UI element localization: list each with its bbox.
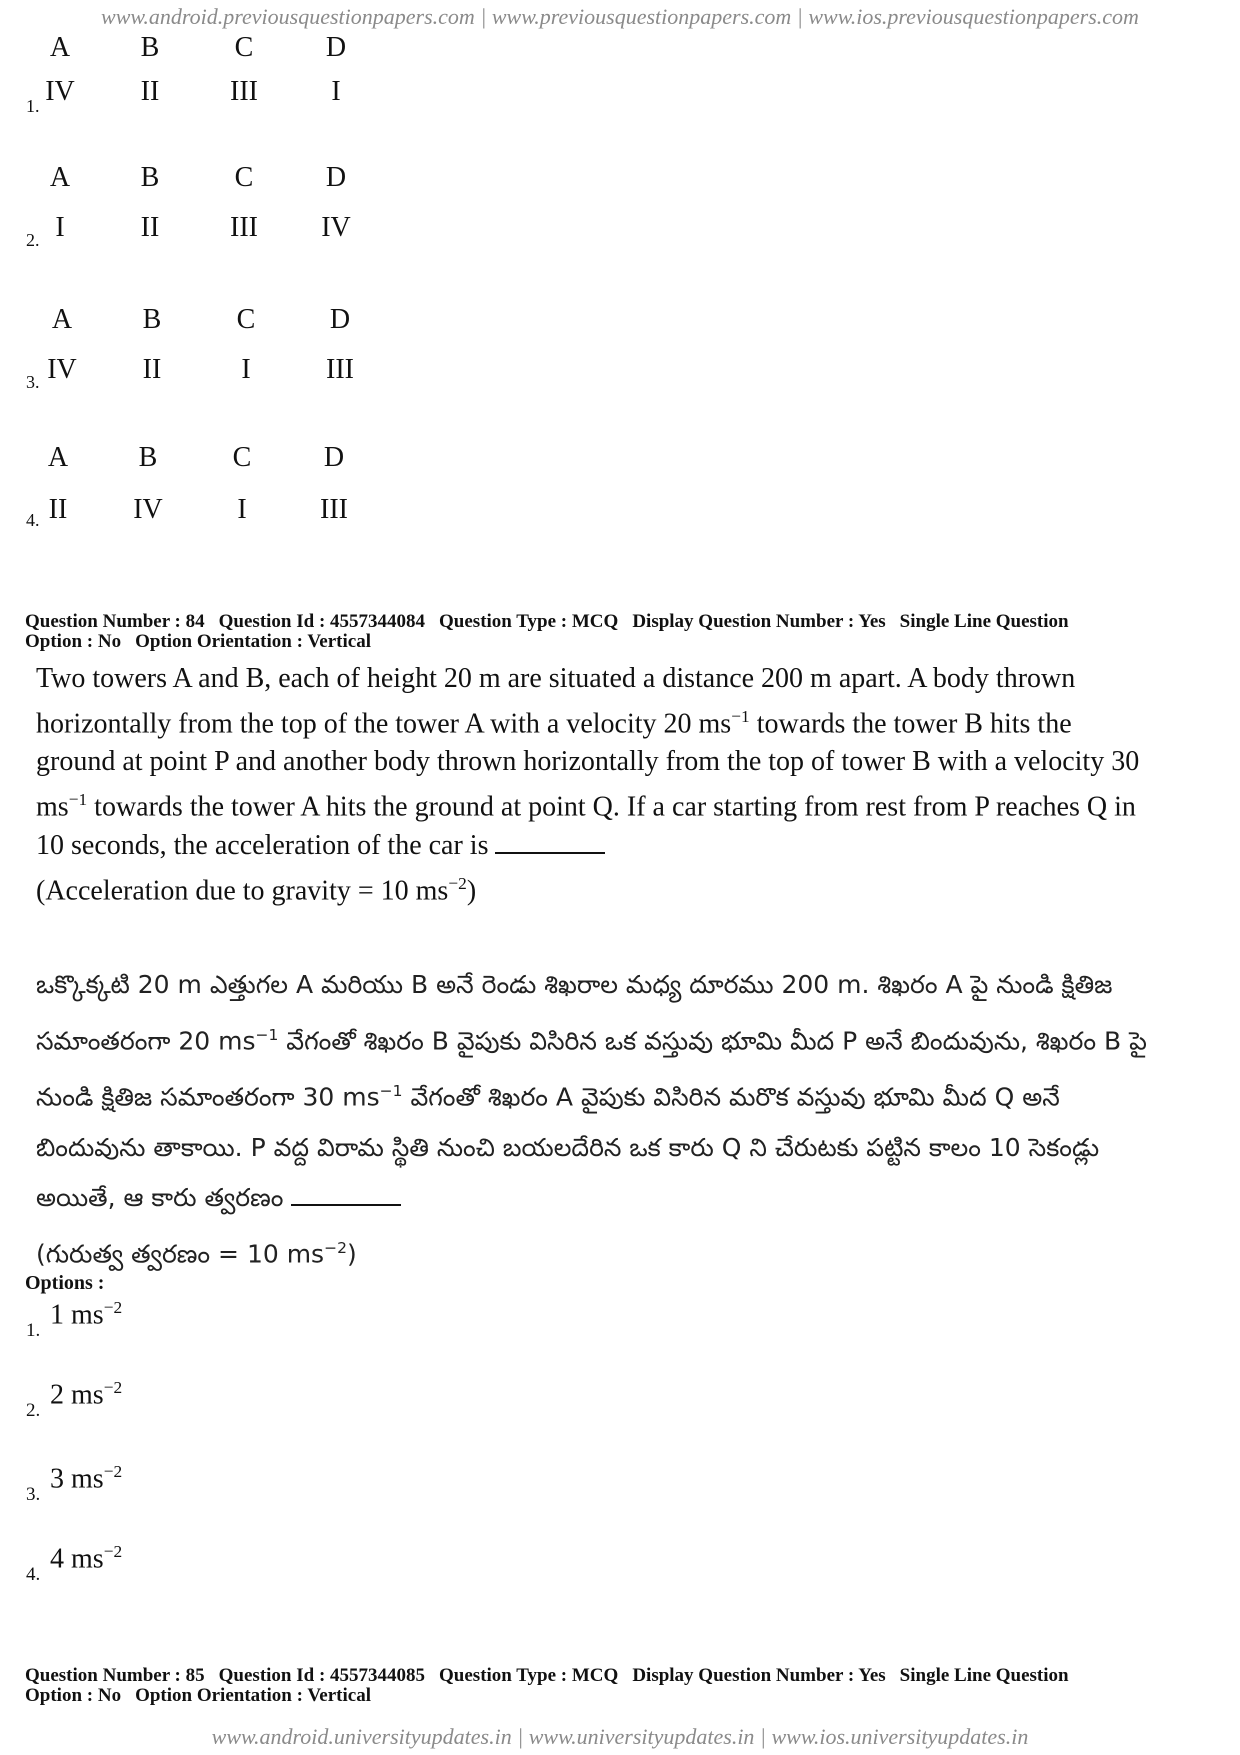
match-value: IV <box>45 76 75 107</box>
match-header-d: D <box>329 304 351 335</box>
answer-option-4[interactable] <box>22 1542 422 1592</box>
question-text: వేగంతో శిఖరం A వైపుకు విసిరిన మరొక వస్తువు భూమి మీద Q అనే బిందువును తాకాయి. P వద్ద విరామ స్థితి నుంచి బయలదేరిన ఒక కారు Q ని చేరుటకు పట్టిన కాలం 10 సెకండ్లు అయితే, ఆ కారు త్వరణం <box>36 1082 1100 1212</box>
match-header-c: C <box>234 162 254 193</box>
superscript: −1 <box>731 707 750 726</box>
question-id: Question Id : 4557344085 <box>218 1665 426 1686</box>
question-84-telugu <box>36 960 1156 1279</box>
single-line-option: Option : No <box>25 631 122 652</box>
option-orientation: Option Orientation : Vertical <box>135 631 371 652</box>
match-header-a: A <box>49 32 71 63</box>
superscript: −2 <box>448 873 467 893</box>
answer-option-3[interactable] <box>22 1462 422 1512</box>
match-header-c: C <box>234 32 254 63</box>
single-line-question: Single Line Question <box>899 1665 1069 1686</box>
superscript: −1 <box>68 790 88 810</box>
gravity-note: (గురుత్వ త్వరణం = 10 ms <box>36 1238 325 1268</box>
match-value: II <box>142 354 162 385</box>
match-value: I <box>55 212 65 243</box>
match-value: II <box>48 494 68 525</box>
single-line-question: Single Line Question <box>899 611 1069 632</box>
option-text: 4 $ms^{-2}$ <box>50 1542 123 1575</box>
match-option-2 <box>22 162 442 262</box>
option-text: 3 $ms^{-2}$ <box>50 1462 123 1495</box>
question-text: వేగంతో శిఖరం B వైపుకు విసిరిన ఒక వస్తువు భూమి మీద P అనే బిందువును, శిఖరం B పై నుండి క్షితిజ సమాంతరంగా 30 ms <box>36 1026 1147 1112</box>
question-text: Two towers A and B, each of height 20 m are situated a distance 200 m apart. A body thrown horizontally from the top of the tower A with a velocity 20 ms <box>36 663 1076 740</box>
watermark-bottom: www.android.universityupdates.in | www.universityupdates.in | www.ios.universityupdates.in <box>211 1724 1029 1749</box>
option-number: 2. <box>26 1400 41 1421</box>
match-header-a: A <box>47 442 69 473</box>
watermark-top: www.android.previousquestionpapers.com | www.previousquestionpapers.com | www.ios.previousquestionpapers.com <box>101 4 1139 29</box>
answer-option-1[interactable] <box>22 1298 422 1348</box>
match-value: III <box>230 212 258 243</box>
option-text: 1 $ms^{-2}$ <box>50 1298 123 1331</box>
match-header-a: A <box>49 162 71 193</box>
match-value: IV <box>321 212 351 243</box>
answer-option-2[interactable] <box>22 1378 422 1428</box>
option-number: 4. <box>26 1564 41 1585</box>
question-text: ఒక్కొక్కటి 20 m ఎత్తుగల A మరియు B అనే రెండు శిఖరాల మధ్య దూరము 200 m. శిఖరం A పై నుండి క్షితిజ సమాంతరంగా 20 ms <box>36 970 1113 1056</box>
match-value: III <box>320 494 348 525</box>
match-header-b: B <box>140 32 160 63</box>
match-option-1 <box>22 32 442 132</box>
option-number: 3. <box>26 372 40 392</box>
match-value: IV <box>47 354 77 385</box>
option-orientation: Option Orientation : Vertical <box>135 1685 371 1706</box>
question-84-meta <box>25 612 1205 652</box>
question-85-meta <box>25 1666 1205 1706</box>
match-header-d: D <box>323 442 345 473</box>
match-value: II <box>140 76 160 107</box>
option-number: 4. <box>26 510 40 530</box>
match-header-a: A <box>51 304 73 335</box>
match-value: II <box>140 212 160 243</box>
gravity-note: (Acceleration due to gravity = 10 ms <box>36 874 449 906</box>
question-84-english <box>36 660 1156 910</box>
match-option-4 <box>22 442 442 542</box>
match-value: I <box>331 76 341 107</box>
question-number: Question Number : 85 <box>25 1665 205 1686</box>
match-value: I <box>241 354 251 385</box>
option-number: 1. <box>26 1320 41 1341</box>
option-number: 2. <box>26 230 40 250</box>
match-value: III <box>326 354 354 385</box>
match-value: III <box>230 76 258 107</box>
question-number: Question Number : 84 <box>25 611 205 632</box>
superscript: −1 <box>379 1082 403 1101</box>
question-id: Question Id : 4557344084 <box>218 611 426 632</box>
match-header-d: D <box>325 162 347 193</box>
options-label: Options : <box>25 1272 105 1294</box>
single-line-option: Option : No <box>25 1685 122 1706</box>
option-text: 2 $ms^{-2}$ <box>50 1378 123 1411</box>
match-header-b: B <box>142 304 162 335</box>
question-type: Question Type : MCQ <box>439 611 619 632</box>
display-question-number: Display Question Number : Yes <box>632 1665 886 1686</box>
match-header-c: C <box>236 304 256 335</box>
match-header-d: D <box>325 32 347 63</box>
answer-blank <box>291 1202 401 1206</box>
match-value: IV <box>133 494 163 525</box>
match-header-b: B <box>138 442 158 473</box>
gravity-note-end: ) <box>346 1238 357 1268</box>
superscript: −2 <box>324 1238 347 1257</box>
question-text: towards the tower B hits the ground at point P and another body thrown horizontally from the top of tower B with a velocity 30 ms <box>36 708 1140 823</box>
match-header-b: B <box>140 162 160 193</box>
superscript: −1 <box>255 1026 279 1044</box>
match-option-3 <box>22 304 442 404</box>
match-header-c: C <box>232 442 252 473</box>
match-value: I <box>237 494 247 525</box>
gravity-note-end: ) <box>466 874 477 906</box>
answer-blank <box>495 850 605 854</box>
question-type: Question Type : MCQ <box>439 1665 619 1686</box>
option-number: 3. <box>26 1484 41 1505</box>
question-text: towards the tower A hits the ground at point Q. If a car starting from rest from P reaches Q in 10 seconds, the acceleration of the car is <box>36 791 1136 861</box>
option-number: 1. <box>26 96 40 116</box>
display-question-number: Display Question Number : Yes <box>632 611 886 632</box>
